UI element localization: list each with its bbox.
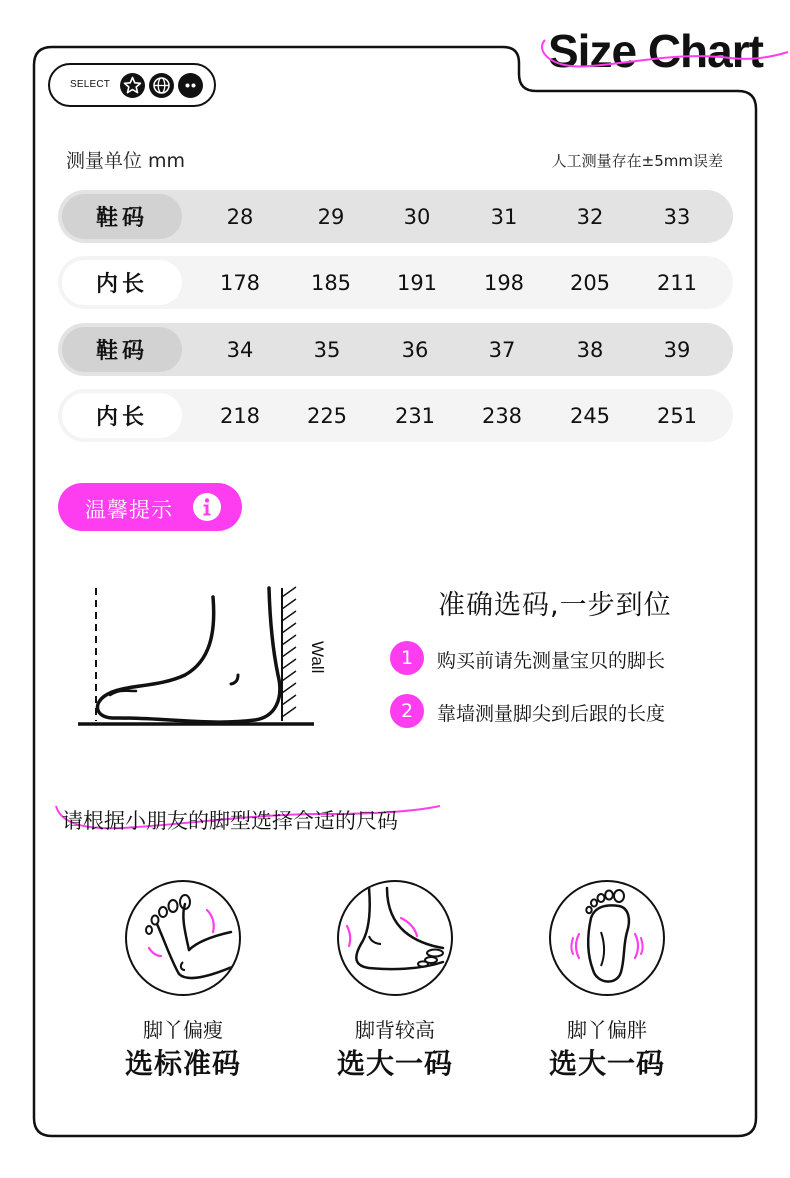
table-cell: 35 [313, 337, 341, 362]
star-icon[interactable] [120, 73, 145, 98]
table-cell: 218 [219, 403, 261, 428]
foot-type-recommendation: 选标准码 [124, 1047, 241, 1080]
tips-badge [58, 483, 242, 531]
table-cell: 38 [576, 337, 604, 362]
foot-measure-diagram [70, 583, 330, 733]
row-label: 内长 [62, 260, 182, 305]
table-cell: 231 [394, 403, 436, 428]
table-cell: 29 [317, 204, 345, 229]
table-cell: 32 [576, 204, 604, 229]
foot-type-card [300, 880, 490, 1080]
wall-label: Wall [308, 641, 327, 674]
table-cell: 225 [306, 403, 348, 428]
measurement-unit-label: 测量单位 mm [66, 150, 186, 172]
tips-label: 温馨提示 [85, 498, 173, 522]
table-cell: 39 [663, 337, 691, 362]
table-cell: 191 [396, 270, 438, 295]
row-label: 鞋码 [62, 327, 182, 372]
table-cell: 30 [403, 204, 431, 229]
step-text: 购买前请先测量宝贝的脚长 [437, 650, 666, 672]
table-cell: 238 [481, 403, 523, 428]
table-cell: 211 [656, 270, 698, 295]
foot-type-heading: 请根据小朋友的脚型选择合适的尺码 [62, 809, 398, 833]
table-cell: 31 [490, 204, 518, 229]
size-row-length [58, 389, 733, 442]
select-pill[interactable] [48, 63, 216, 107]
foot-type-desc: 脚丫偏瘦 [143, 1018, 223, 1042]
foot-type-recommendation: 选大一码 [548, 1047, 665, 1080]
high-instep-foot-icon [337, 880, 453, 996]
table-cell: 245 [569, 403, 611, 428]
row-label: 鞋码 [62, 194, 182, 239]
step-text: 靠墙测量脚尖到后跟的长度 [437, 703, 666, 725]
table-cell: 185 [310, 270, 352, 295]
select-label: SELECT [70, 79, 111, 90]
row-label: 内长 [62, 393, 182, 438]
globe-icon[interactable] [149, 73, 174, 98]
info-icon [192, 492, 222, 522]
measurement-error-note: 人工测量存在±5mm误差 [551, 152, 723, 170]
size-row-length [58, 256, 733, 309]
title-underline-swoosh [530, 30, 790, 80]
table-cell: 205 [569, 270, 611, 295]
dots-icon[interactable] [178, 73, 203, 98]
measure-headline: 准确选码,一步到位 [438, 590, 672, 621]
foot-type-desc: 脚丫偏胖 [567, 1018, 647, 1042]
table-cell: 37 [488, 337, 516, 362]
table-cell: 28 [226, 204, 254, 229]
size-row-shoe [58, 190, 733, 243]
table-cell: 198 [483, 270, 525, 295]
foot-type-card [88, 880, 278, 1080]
wide-foot-icon [549, 880, 665, 996]
table-cell: 36 [401, 337, 429, 362]
thin-foot-icon [125, 880, 241, 996]
table-cell: 34 [226, 337, 254, 362]
table-cell: 33 [663, 204, 691, 229]
foot-type-recommendation: 选大一码 [336, 1047, 453, 1080]
table-cell: 178 [219, 270, 261, 295]
step-number-badge: 2 [390, 694, 424, 728]
step-number-badge: 1 [390, 641, 424, 675]
table-cell: 251 [656, 403, 698, 428]
foot-type-desc: 脚背较高 [355, 1018, 435, 1042]
size-row-shoe [58, 323, 733, 376]
page-title: Size Chart [548, 25, 763, 77]
foot-type-card [512, 880, 702, 1080]
